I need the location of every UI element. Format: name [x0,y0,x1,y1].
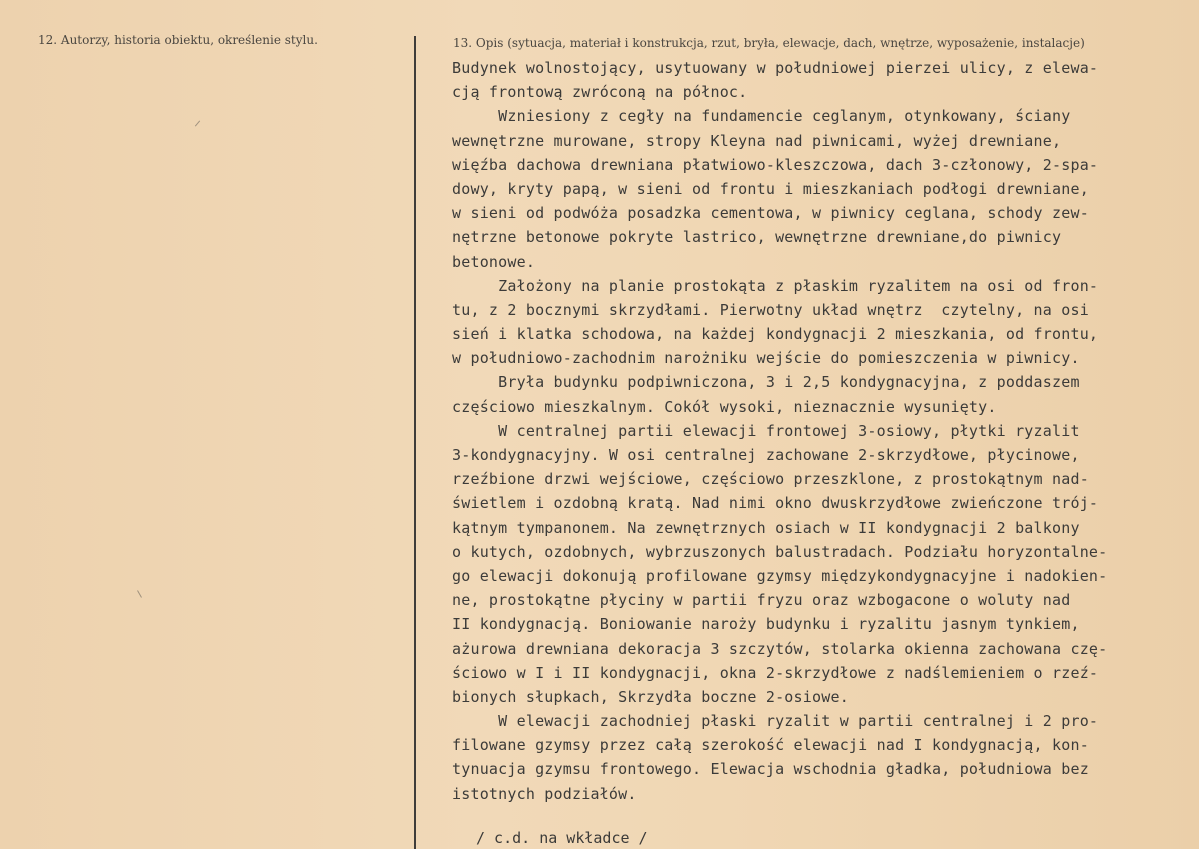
text-line: więźba dachowa drewniana płatwiowo-kleszczowa, dach 3-członowy, 2-spa- [452,155,1099,174]
text-line: W elewacji zachodniej płaski ryzalit w partii centralnej i 2 pro- [452,712,1099,731]
text-line: Wzniesiony z cegły na fundamencie ceglanym, otynkowany, ściany [452,107,1071,126]
text-line: świetlem i ozdobną kratą. Nad nimi okno dwuskrzydłowe zwieńczone trój- [452,494,1099,513]
description-text [452,56,1197,806]
text-line: o kutych, ozdobnych, wybrzuszonych balustradach. Podziału horyzontalne- [452,542,1108,561]
left-column [0,0,414,849]
continuation-note: / c.d. na wkładce / [476,829,648,847]
text-line: kątnym tympanonem. Na zewnętrznych osiach w II kondygnacji 2 balkony [452,518,1080,537]
text-line: tynuacja gzymsu frontowego. Elewacja wschodnia gładka, południowa bez [452,760,1089,779]
pen-mark [195,120,200,126]
text-line: II kondygnacją. Boniowanie naroży budynku i ryzalitu jasnym tynkiem, [452,615,1080,634]
text-line: Założony na planie prostokąta z płaskim ryzalitem na osi od fron- [452,276,1099,295]
text-line: cją frontową zwróconą na północ. [452,83,748,102]
text-line: ne, prostokątne płyciny w partii fryzu oraz wzbogacone o woluty nad [452,591,1071,610]
text-line: filowane gzymsy przez całą szerokość elewacji nad I kondygnacją, kon- [452,736,1089,755]
text-line: istotnych podziałów. [452,784,637,803]
text-line: W centralnej partii elewacji frontowej 3-osiowy, płytki ryzalit [452,421,1080,440]
text-line: ściowo w I i II kondygnacji, okna 2-skrzydłowe z nadślemieniem o rzeź- [452,663,1099,682]
section-13-heading: 13. Opis (sytuacja, materiał i konstrukcja, rzut, bryła, elewacje, dach, wnętrze, wyposażenie, instalacje) [453,36,1085,50]
section-12-heading: 12. Autorzy, historia obiektu, określenie stylu. [38,33,318,47]
text-line: go elewacji dokonują profilowane gzymsy międzykondygnacyjne i nadokien- [452,566,1108,585]
text-line: ażurowa drewniana dekoracja 3 szczytów, stolarka okienna zachowana czę- [452,639,1108,658]
text-line: rzeźbione drzwi wejściowe, częściowo przeszklone, z prostokątnym nad- [452,470,1089,489]
text-line: 3-kondygnacyjny. W osi centralnej zachowane 2-skrzydłowe, płycinowe, [452,446,1080,464]
text-line: Budynek wolnostojący, usytuowany w południowej pierzei ulicy, z elewa- [452,59,1099,77]
text-line: Bryła budynku podpiwniczona, 3 i 2,5 kondygnacyjna, z poddaszem [452,373,1080,392]
text-line: częściowo mieszkalnym. Cokół wysoki, nieznacznie wysunięty. [452,397,997,416]
text-line: w południowo-zachodnim narożniku wejście do pomieszczenia w piwnicy. [452,349,1080,368]
text-line: wewnętrzne murowane, stropy Kleyna nad piwnicami, wyżej drewniane, [452,131,1062,150]
text-line: tu, z 2 bocznymi skrzydłami. Pierwotny układ wnętrz czytelny, na osi [452,300,1089,319]
pen-mark [137,590,142,597]
text-line: betonowe. [452,252,536,271]
right-column [416,0,1199,849]
text-line: bionych słupkach, Skrzydła boczne 2-osiowe. [452,687,849,706]
text-line: dowy, kryty papą, w sieni od frontu i mieszkaniach podłogi drewniane, [452,179,1089,198]
text-line: w sieni od podwóża posadzka cementowa, w piwnicy ceglana, schody zew- [452,204,1089,223]
text-line: sień i klatka schodowa, na każdej kondygnacji 2 mieszkania, od frontu, [452,325,1099,344]
text-line: nętrzne betonowe pokryte lastrico, wewnętrzne drewniane,do piwnicy [452,228,1062,247]
